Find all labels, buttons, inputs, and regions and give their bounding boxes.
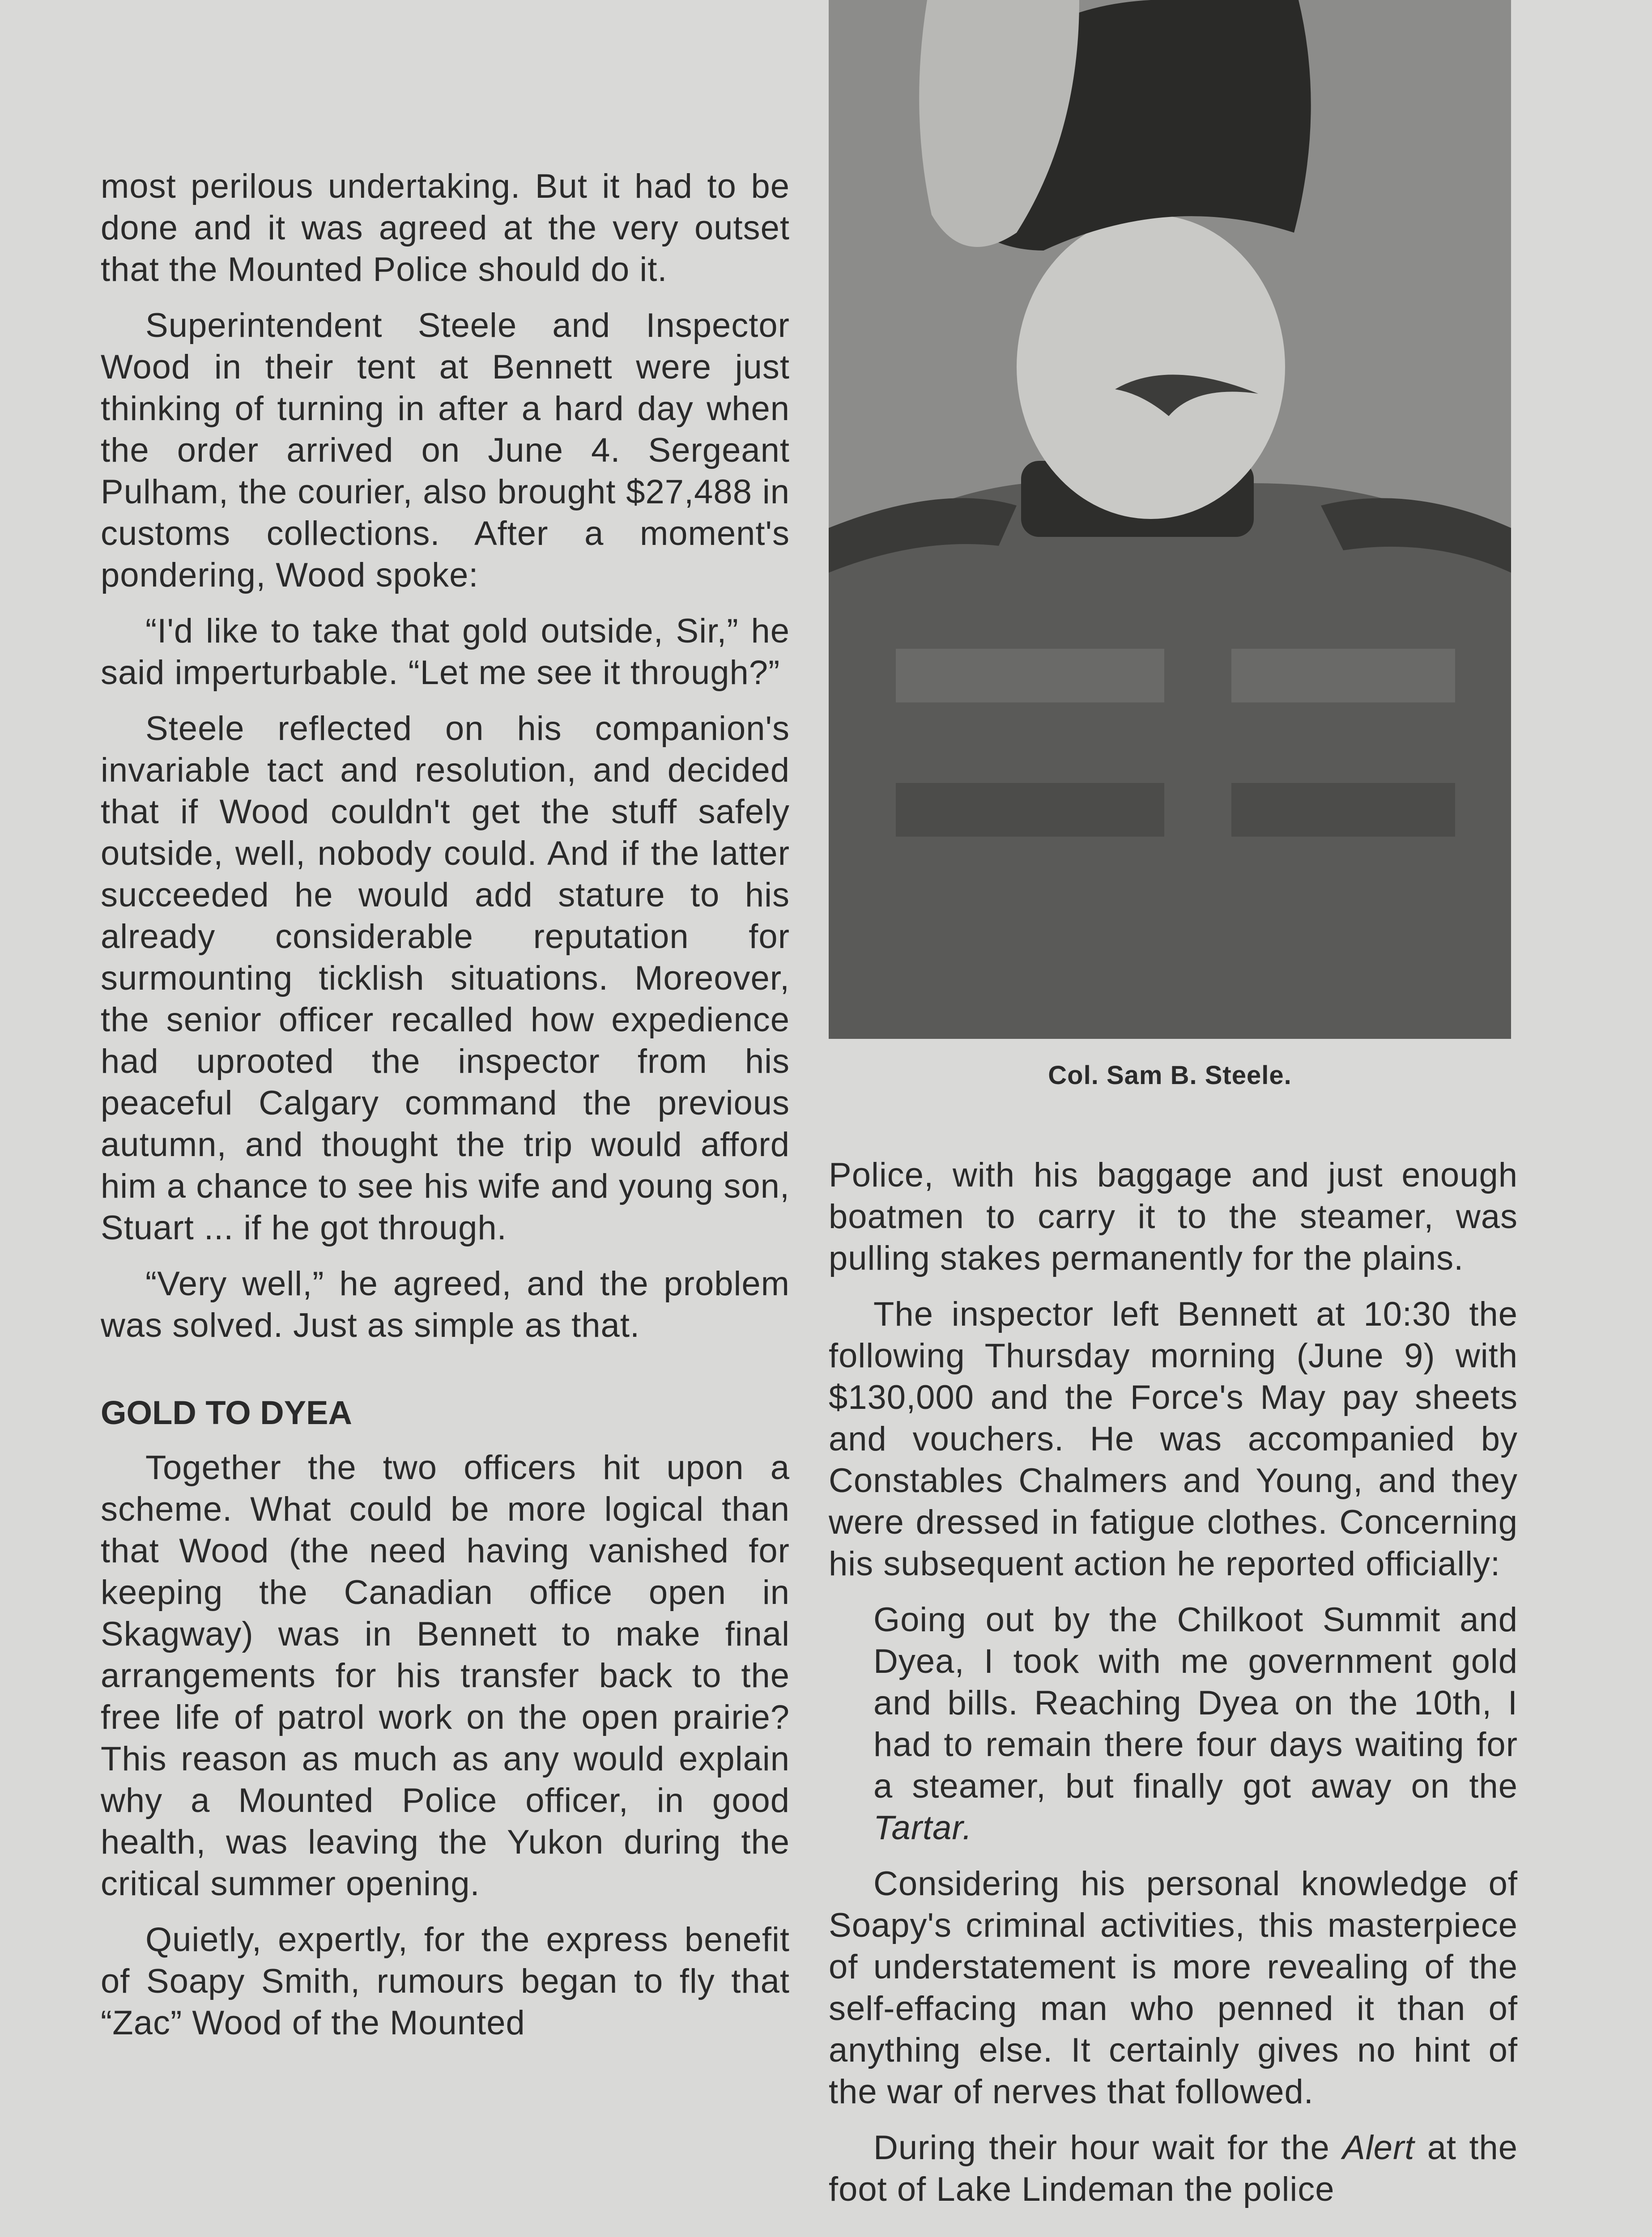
paragraph: Steele reflected on his companion's invariable tact and resolution, and decided that if Wood couldn't get the stuff safely outside, well, nobody could. And if the latter succeeded he would add stature to his already considerable reputation for surmounting ticklish situations. Moreover, the senior officer recalled how expedience had uprooted the inspector from his peaceful Calgary command the previous autumn, and thought the trip would afford him a chance to see his wife and young son, Stuart ... if he got through. [101, 710, 790, 1247]
paragraph: “I'd like to take that gold outside, Sir,” he said imperturbable. “Let me see it through?” [101, 612, 790, 692]
right-column [829, 1154, 1518, 2224]
paragraph: most perilous undertaking. But it had to be done and it was agreed at the very outset that the Mounted Police should do it. [101, 167, 790, 289]
paragraph-text: During their hour wait for the [873, 2129, 1343, 2167]
portrait-illustration [829, 0, 1511, 1039]
portrait-photo [829, 0, 1511, 1039]
paragraph-text: at the foot of Lake Lindeman the police [829, 2129, 1518, 2208]
paragraph: Quietly, expertly, for the express benefit of Soapy Smith, rumours began to fly that “Zac” Wood of the Mounted [101, 1921, 790, 2042]
quoted-report [873, 1599, 1518, 1849]
left-column [101, 166, 790, 2058]
paragraph: Police, with his baggage and just enough boatmen to carry it to the steamer, was pulling stakes permanently for the plains. [829, 1156, 1518, 1277]
ship-name: Alert [1342, 2129, 1415, 2167]
paragraph: Considering his personal knowledge of Soapy's criminal activities, this masterpiece of understatement is more revealing of the self-effacing man who penned it than of anything else. It certainly gives no hint of the war of nerves that followed. [829, 1865, 1518, 2111]
ship-name: Tartar. [873, 1809, 973, 1847]
paragraph: Together the two officers hit upon a scheme. What could be more logical than that Wood (the need having vanished for keeping the Canadian office open in Skagway) was in Bennett to make final arrangements for his transfer back to the free life of patrol work on the open prairie? This reason as much as any would explain why a Mounted Police officer, in good health, was leaving the Yukon during the critical summer opening. [101, 1449, 790, 1903]
section-heading: GOLD TO DYEA [101, 1394, 352, 1431]
paragraph [829, 2127, 1518, 2210]
paragraph: “Very well,” he agreed, and the problem was solved. Just as simple as that. [101, 1265, 790, 1344]
paragraph: The inspector left Bennett at 10:30 the following Thursday morning (June 9) with $130,000 and the Force's May pay sheets and vouchers. He was accompanied by Constables Chalmers and Young, and they were dressed in fatigue clothes. Concerning his subsequent action he reported officially: [829, 1295, 1518, 1583]
paragraph: Superintendent Steele and Inspector Wood in their tent at Bennett were just thinking of turning in after a hard day when the order arrived on June 4. Sergeant Pulham, the courier, also brought $27,488 in customs collections. After a moment's pondering, Wood spoke: [101, 306, 790, 594]
photo-caption: Col. Sam B. Steele. [1048, 1061, 1292, 1090]
quote-text: Going out by the Chilkoot Summit and Dyea, I took with me government gold and bills. Reaching Dyea on the 10th, I had to remain there four days waiting for a steamer, but finally got away on the [873, 1601, 1518, 1805]
